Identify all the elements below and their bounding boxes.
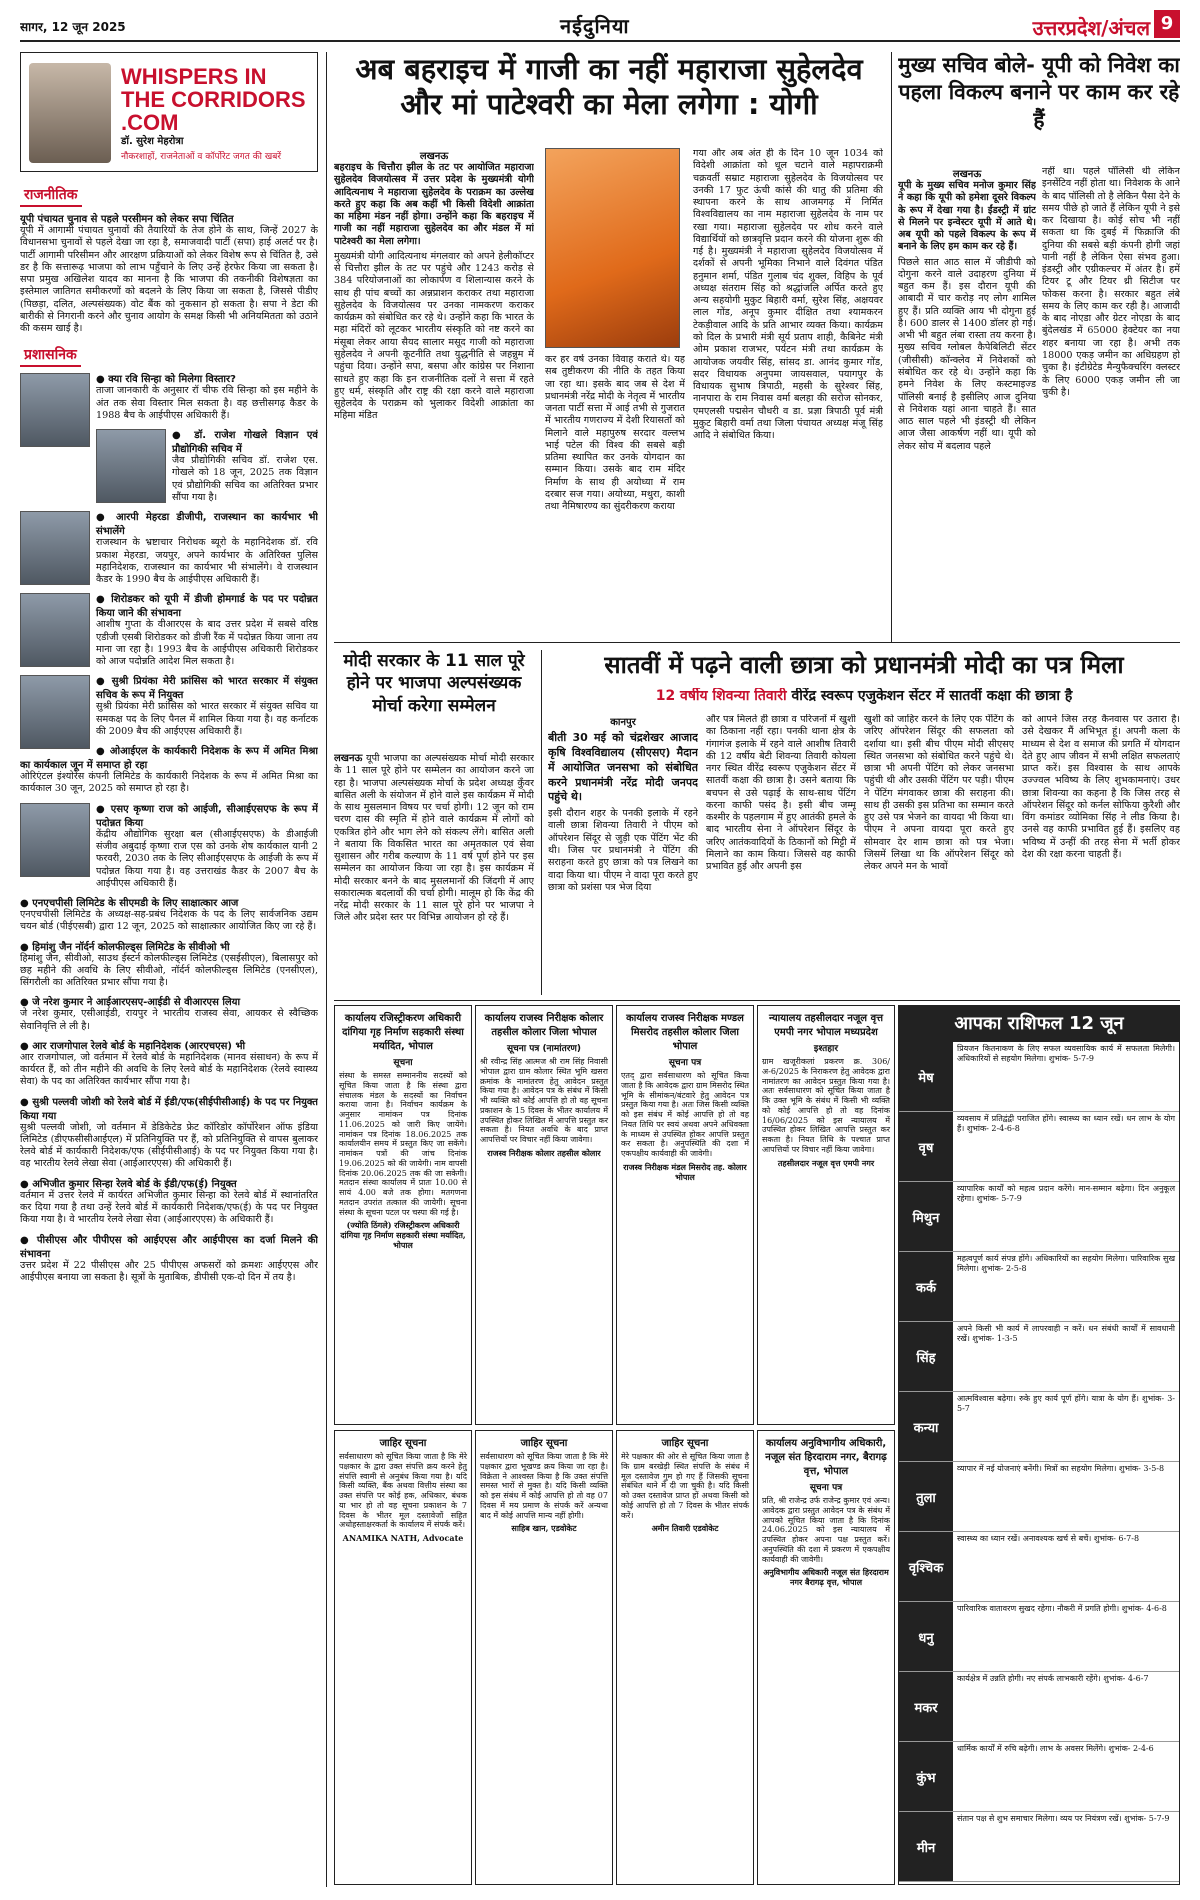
modi-dateline: लखनऊ	[334, 753, 363, 764]
notice-signature: राजस्व निरीक्षक कोलार तहसील कोलार	[487, 1147, 601, 1158]
yogi-dateline: लखनऊ	[419, 151, 449, 162]
letter-subhead	[548, 688, 1180, 710]
admin-item	[20, 509, 318, 586]
official-photo	[20, 511, 90, 585]
rashi-sign-icon: मकर	[899, 1672, 953, 1741]
public-notice	[334, 1005, 472, 1425]
yogi-story	[334, 148, 534, 633]
letter-subhead-rest: वीरेंद्र स्वरूप एजुकेशन सेंटर में सातवीं कक्षा की छात्रा है	[791, 688, 1073, 704]
official-photo	[20, 373, 90, 447]
admin-item-body: आर राजगोपाल, जो वर्तमान में रेलवे बोर्ड के महानिदेशक (मानव संसाधन) के रूप में कार्यरत हैं, को तीन महीने की अवधि के लिए रेलवे बोर्ड के महानिदेशक (रेलवे स्वास्थ्य सेवा) के पद का अतिरिक्त कार्यभार सौंपा गया है।	[20, 1051, 318, 1088]
admin-item-body: एनएचपीसी लिमिटेड के अध्यक्ष-सह-प्रबंध निदेशक के पद के लिए सार्वजनिक उद्यम चयन बोर्ड (पीईएसबी) द्वारा 12 जून, 2025 को साक्षात्कार आयोजित किए जा रहे हैं।	[20, 909, 318, 933]
notice-body: सर्वसाधारण को सूचित किया जाता है कि मेरे पक्षकार के द्वारा उक्त संपत्ति क्रय करने हेतु संपत्ति स्वामी से अनुबंध किया गया है। यदि किसी व्यक्ति, बैंक अथवा वित्तीय संस्था का उक्त संपत्ति पर कोई हक, अधिकार, बंधक या भार हो तो वह सूचना प्रकाशन के 7 दिवस के भीतर मूल दस्तावेजों सहित अधोहस्ताक्षरकर्ता के कार्यालय में संपर्क करें।	[339, 1452, 467, 1530]
admin-item	[20, 1094, 318, 1171]
author-photo	[29, 63, 111, 163]
yogi-headline: अब बहराइच में गाजी का नहीं महाराजा सुहेलदेव और मां पाटेश्वरी का मेला लगेगा : योगी	[355, 52, 863, 122]
yogi-lead: बहराइच के चित्तौरा झील के तट पर आयोजित महाराजा सुहेलदेव विजयोत्सव में उत्तर प्रदेश के मुख्यमंत्री योगी आदित्यनाथ ने महाराजा सुहेलदेव के पराक्रम का उल्लेख करते हुए कहा कि अब कहीं भी किसी विदेशी आक्रांता का महिमा मंडन नहीं होगा। उन्होंने कहा कि बहराइच में गाजी का नहीं महाराजा सुहेलदेव का और मंडल में मां पाटेश्वरी का मेला लगेगा।	[334, 162, 534, 247]
rashifal-list	[899, 1042, 1179, 1882]
modi-story	[334, 750, 534, 995]
rashi-row	[899, 1462, 1179, 1532]
newspaper-logo: नईदुनिया	[560, 14, 630, 38]
page-number: 9	[1154, 10, 1180, 38]
rashi-sign-icon: वृश्चिक	[899, 1532, 953, 1601]
rashi-text: पारिवारिक वातावरण सुखद रहेगा। नौकरी में प्रगति होगी। शुभांक- 4-6-8	[957, 1604, 1167, 1613]
rashi-sign-icon: मीन	[899, 1812, 953, 1881]
rashi-row	[899, 1322, 1179, 1392]
admin-item-headline: ● एनएचपीसी लिमिटेड के सीएमडी के लिए साक्षात्कार आज	[20, 898, 239, 910]
letter-box: बीती 30 मई को चंद्रशेखर आजाद कृषि विश्वविद्यालय (सीएसए) मैदान में आयोजित जनसभा को संबोधित करने प्रधानमंत्री नरेंद्र मोदी जनपद पहुंचे थे।	[548, 731, 698, 804]
notice-subtitle: सूचना पत्र	[809, 1483, 843, 1493]
letter-subhead-name: 12 वर्षीय शिवन्या तिवारी	[655, 688, 787, 704]
whispers-title: WHISPERS IN THE CORRIDORS .COM	[121, 64, 306, 136]
rashi-row	[899, 1112, 1179, 1182]
admin-item	[20, 1176, 318, 1227]
modi-headline: मोदी सरकार के 11 साल पूरे होने पर भाजपा अल्पसंख्यक मोर्चा करेगा सम्मेलन	[343, 651, 525, 716]
public-notice	[757, 1430, 895, 1885]
admin-item-body: केंद्रीय औद्योगिक सुरक्षा बल (सीआईएसएफ) के डीआईजी संजीव अबुदाई कृष्णा राज एस को उनके शेष कार्यकाल यानी 2 फरवरी, 2030 तक के लिए सीआईएसएफ के आईजी के रूप में पदोन्नत किया गया है। वह उत्तराखंड कैडर के 2007 बैच के आईपीएस अधिकारी हैं।	[96, 828, 318, 889]
admin-item	[20, 1232, 318, 1285]
admin-item-headline: ● हिमांशु जैन नॉर्दर्न कोलफील्ड्स लिमिटेड के सीवीओ भी	[20, 941, 230, 953]
admin-item-body: हिमांशु जैन, सीवीओ, साउथ ईस्टर्न कोलफील्ड्स लिमिटेड (एसईसीएल), बिलासपुर को छह महीने की अवधि के लिए सीवीओ, नॉर्दर्न कोलफील्ड्स लिमिटेड (एनसीएल), सिंगरौली का अतिरिक्त प्रभार सौंपा गया है।	[20, 952, 318, 989]
rashi-text: स्वास्थ्य का ध्यान रखें। अनावश्यक खर्च से बचें। शुभांक- 6-7-8	[957, 1534, 1140, 1543]
letter-body-4: को आपने जिस तरह कैनवास पर उतारा है। उसे देखकर मैं अभिभूत हूं। अपनी कला के माध्यम से देश व समाज की प्रगति में योगदान देते हुए आप जीवन में सभी लक्षित सफलताएं प्राप्त करें। इस विश्वास के साथ आपके उज्ज्वल भविष्य के लिए शुभकामनाएं। उधर छात्रा शिवन्या का कहना है कि जिस तरह से ऑपरेशन सिंदूर को कर्नल सोफिया कुरैशी और विंग कमांडर व्योमिका सिंह ने लीड किया है। उनसे वह काफी प्रभावित हुई हैं। इसलिए वह भविष्य में उन्हीं की तरह सेना में भर्ती होकर देश की रक्षा करना चाहती हैं।	[1022, 714, 1180, 860]
whispers-tagline: नौकरशाहों, राजनेताओं व कॉर्पोरेट जगत की खबरें	[121, 152, 282, 162]
column-divider	[541, 650, 542, 995]
modi-body: यूपी भाजपा का अल्पसंख्यक मोर्चा मोदी सरकार के 11 साल पूरे होने पर सम्मेलन का आयोजन करने जा रहा है। भाजपा अल्पसंख्यक मोर्चा के प्रदेश अध्यक्ष कुँवर बासित अली के संयोजन में होने वाले इस कार्यक्रम में मोदी के साथ मुसलमान विषय पर चर्चा होगी। 12 जून को राम चरण दास की स्मृति में होने वाले कार्यक्रम में लोगों को एकत्रित होने और भाग लेने को संकल्प लेंगे। बासित अली ने बताया कि विकसित भारत का अमृतकाल एवं सेवा सुशासन और गरीब कल्याण के 11 वर्ष पूर्ण होने पर इस सम्मेलन का आयोजन किया जा रहा है। इस कार्यक्रम में मोदी सरकार बनने के बाद मुसलमानों की जिंदगी में आए सकारात्मक बदलावों की चर्चा होगी। मालूम हो कि केंद्र की नरेंद्र मोदी सरकार के 11 साल पूरे होने पर भाजपा ने जिले और प्रदेश स्तर पर विभिन्न आयोजन हो रहे हैं।	[334, 753, 534, 924]
admin-item	[20, 801, 318, 890]
admin-item-headline: ● आर राजगोपाल रेलवे बोर्ड के महानिदेशक (आरएचएस) भी	[20, 1040, 246, 1052]
notice-signature: साहिब खान, एडवोकेट	[511, 1523, 577, 1534]
political-tag: राजनीतिक	[20, 184, 82, 207]
rashi-text: आत्मविश्वास बढ़ेगा। रुके हुए कार्य पूर्ण होंगे। यात्रा के योग हैं। शुभांक- 3-5-7	[957, 1394, 1175, 1413]
rashi-text: अपने किसी भी कार्य में लापरवाही न करें। धन संबंधी कार्यों में सावधानी रखें। शुभांक- 1-3-5	[957, 1324, 1175, 1343]
letter-body-2: और पत्र मिलते ही छात्रा व परिजनों में खुशी का ठिकाना नहीं रहा। पनकी थाना क्षेत्र के गंगागंज इलाके में रहने वाले आशीष तिवारी की 12 वर्षीय बेटी शिवन्या तिवारी कोयला नगर स्थित वीरेंद्र स्वरूप एजुकेशन सेंटर में सातवीं कक्षा की छात्रा है। उसने बताया कि बचपन से उसे पढ़ाई के साथ-साथ पेंटिंग करना काफी पसंद है। इसी बीच जम्मू कश्मीर के पहलगाम में हुए आतंकी हमले के बाद भारतीय सेना ने ऑपरेशन सिंदूर के जरिए आतंकवादियों के ठिकानों को मिट्टी में मिलाने का काम किया। जिससे वह काफी प्रभावित हुई और अपनी इस	[706, 714, 856, 873]
admin-item-headline: ● सुश्री पल्लवी जोशी को रेलवे बोर्ड में ईडी/एफ(सीईपीसीआई) के पद पर नियुक्त किया गया	[20, 1096, 318, 1122]
notice-body: ग्राम खजूरीकलां प्रकरण क्र. 306/अ-6/2025 के निराकरण हेतु आवेदक द्वारा नामांतरण का आवेदन प्रस्तुत किया गया है। अतः सर्वसाधारण को सूचित किया जाता है कि उक्त भूमि के संबंध में किसी भी व्यक्ति को कोई आपत्ति हो तो वह दिनांक 16/06/2025 को इस न्यायालय में उपस्थित होकर लिखित आपत्ति प्रस्तुत कर सकता है। नियत तिथि के पश्चात प्राप्त आपत्तियों पर विचार नहीं किया जावेगा।	[762, 1057, 890, 1154]
notice-body: एतद् द्वारा सर्वसाधारण को सूचित किया जाता है कि आवेदक द्वारा ग्राम मिसरोद स्थित भूमि के सीमांकन/बंटवारे हेतु आवेदन पत्र प्रस्तुत किया गया है। अतः जिस किसी व्यक्ति को इस संबंध में कोई आपत्ति हो तो वह नियत तिथि पर स्वयं अथवा अपने अधिवक्ता के माध्यम से उपस्थित होकर आपत्ति प्रस्तुत कर सकता है। अनुपस्थिति की दशा में एकपक्षीय कार्यवाही की जावेगी।	[621, 1071, 749, 1158]
notice-title: जाहिर सूचना	[379, 1438, 427, 1449]
notice-signature: अनुविभागीय अधिकारी नजूल संत हिरदाराम नगर बैरागढ़ वृत्त, भोपाल	[763, 1567, 889, 1587]
rashi-text: धार्मिक कार्यों में रुचि बढ़ेगी। लाभ के अवसर मिलेंगे। शुभांक- 2-4-6	[957, 1744, 1154, 1753]
chiefsec-body-2: नहीं था। पहले पॉलिसी थी लेकिन इनसेंटिव नहीं होता था। निवेशक के आने के बाद पॉलिसी तो है लेकिन पैसा देने के समय पीछे हो जाते हैं लेकिन यूपी ने इसे कर दिखाया है। कोई सोच भी नहीं सकता था कि दुबई में फिक्राजि की दुनिया की सबसे बड़ी कंपनी होगी जहां पानी नहीं है लेकिन ऐसा संभव हुआ। इंडस्ट्री और एग्रीकल्चर में अंतर है। हमें टियर टू और टियर थ्री सिटीज पर फोकस करना है। सरकार बहुत लंबे समय के लिए काम कर रही है। आजादी के बाद नोएडा और ग्रेटर नोएडा के बाद बुंदेलखंड में 65000 हेक्टेयर का नया शहर बनाया जा रहा है। अभी तक 18000 एकड़ जमीन का अधिग्रहण हो चुका है। इंटीग्रेटेड मैन्युफैक्चरिंग क्लस्टर के लिए 6000 एकड़ जमीन ली जा चुकी है।	[1042, 166, 1180, 398]
political-body: यूपी में आगामी पंचायत चुनावों की तैयारियों के तेज होने के साथ, जिन्हें 2027 के विधानसभा चुनावों से पहले देखा जा रहा है, समाजवादी पार्टी (सपा) हाई अलर्ट पर है। पार्टी आगामी परिसीमन और आरक्षण प्रक्रियाओं को लेकर विशेष रूप से चिंतित है, उसे डर है कि सत्तारूढ़ भाजपा को लाभ पहुँचाने के लिए उन्हें हेरफेर किया जा सकता है। सपा प्रमुख अखिलेश यादव का मानना है कि भाजपा की तकनीकी विशेषज्ञता का इस्तेमाल जातिगत समीकरणों को बदलने के लिए किया जा सकता है, जिससे पीडीए (पिछड़ा, दलित, अल्पसंख्यक) वोट बैंक को नुकसान हो सकता है। सपा ने डेटा की बारीकी से निगरानी करने और चुनाव आयोग के समक्ष किसी भी अनियमितता को उठाने की कसम खाई है।	[20, 225, 318, 335]
admin-item-headline: ● एसए कृष्णा राज को आईजी, सीआईएसएफ के रूप में पदोन्नत किया	[96, 803, 318, 829]
admin-item-body: जैव प्रौद्योगिकी सचिव डॉ. राजेश एस. गोखले को 18 जून, 2025 तक विज्ञान एवं प्रौद्योगिकी सचिव का अतिरिक्त प्रभार सौंपा गया है।	[172, 455, 318, 503]
admin-item	[20, 994, 318, 1033]
notice-title: कार्यालय राजस्व निरीक्षक मण्डल मिसरोद तहसील कोलार जिला भोपाल	[626, 1013, 744, 1052]
rashi-sign-icon: मिथुन	[899, 1182, 953, 1251]
yogi-photo	[545, 148, 680, 348]
notice-body: संस्था के समस्त सम्माननीय सदस्यों को सूचित किया जाता है कि संस्था द्वारा संचालक मंडल के सदस्यों का निर्वाचन कराया जाना है। निर्वाचन कार्यक्रम के अनुसार नामांकन पत्र दिनांक 11.06.2025 को जारी किए जायेंगे। नामांकन पत्र दिनांक 18.06.2025 तक कार्यालयीन समय में प्रस्तुत किए जा सकेंगे। नामांकन पत्रों की जांच दिनांक 19.06.2025 को की जायेगी। नाम वापसी दिनांक 20.06.2025 तक की जा सकेगी। मतदान संस्था कार्यालय में प्रातः 10.00 से सायं 4.00 बजे तक होगा। मतगणना मतदान उपरांत तत्काल की जायेगी। सूचना संस्था के सूचना पटल पर चस्पा की गई है।	[339, 1071, 467, 1217]
issue-date: सागर, 12 जून 2025	[20, 20, 126, 34]
notice-signature: ANAMIKA NATH, Advocate	[342, 1533, 464, 1543]
admin-item-headline: ● पीसीएस और पीपीएस को आईएएस और आईपीएस का दर्जा मिलने की संभावना	[20, 1234, 318, 1260]
admin-item-headline: ● क्या रवि सिन्हा को मिलेगा विस्तार?	[96, 374, 236, 386]
section-divider	[334, 642, 1180, 643]
admin-item-headline: ● शिरोडकर को यूपी में डीजी होमगार्ड के पद पर पदोन्नत किया जाने की संभावना	[96, 594, 318, 620]
rashi-row	[899, 1532, 1179, 1602]
rashi-row	[899, 1042, 1179, 1112]
admin-item	[20, 371, 318, 422]
notice-signature: अमीन तिवारी एडवोकेट	[651, 1523, 719, 1534]
section-divider	[334, 1000, 1180, 1001]
notice-body: श्री रवीन्द्र सिंह आत्मज श्री राम सिंह निवासी भोपाल द्वारा ग्राम कोलार स्थित भूमि खसरा क्रमांक के नामांतरण हेतु आवेदन प्रस्तुत किया गया है। आवेदन पत्र के संबंध में किसी भी व्यक्ति को कोई आपत्ति हो तो वह सूचना प्रकाशन के 15 दिवस के भीतर कार्यालय में उपस्थित होकर लिखित में आपत्ति प्रस्तुत कर सकता है। नियत अवधि के बाद प्राप्त आपत्तियों पर विचार नहीं किया जावेगा।	[480, 1057, 608, 1144]
public-notice	[616, 1005, 754, 1425]
whispers-author: डॉ. सुरेश मेहरोत्रा	[121, 136, 184, 147]
notice-title: कार्यालय राजस्व निरीक्षक कोलार तहसील कोलार जिला भोपाल	[484, 1013, 604, 1038]
rashifal-title: आपका राशिफल 12 जून	[899, 1006, 1179, 1042]
letter-body-3: खुशी को जाहिर करने के लिए एक पेंटिंग के जरिए ऑपरेशन सिंदूर की सफलता को दर्शाया था। इसी बीच पीएम मोदी सीएसए स्थित जनसभा को संबोधित करने पहुंचे थे। छात्रा भी अपनी पेंटिंग को लेकर जनसभा पहुंची थी और उसकी पेंटिंग पर पड़ी। पीएम ने पेंटिंग मंगवाकर छात्रा की सराहना की। साथ ही उसकी इस प्रतिभा का सम्मान करते हुए उसे पत्र भेजने का वायदा भी किया था। पीएम ने अपना वायदा पूरा करते हुए सोमवार देर शाम छात्रा को पत्र भेजा। जिसमें लिखा था कि ऑपरेशन सिंदूर को लेकर अपने मन के भावों	[864, 714, 1014, 873]
public-notice	[334, 1430, 472, 1885]
admin-item-headline: ● ओआईएल के कार्यकारी निदेशक के रूप में अमित मिश्रा का कार्यकाल जून में समाप्त हो रहा	[20, 746, 318, 772]
public-notice	[616, 1430, 754, 1885]
rashi-sign-icon: कन्या	[899, 1392, 953, 1461]
letter-story-cont	[706, 714, 856, 994]
notice-subtitle: सूचना	[393, 1058, 413, 1068]
rashi-text: व्यापारिक कार्यों को महत्व प्रदान करेंगे। मान-सम्मान बढ़ेगा। दिन अनुकूल रहेगा। शुभांक- 5-7-9	[957, 1184, 1175, 1203]
rashi-sign-icon: कर्क	[899, 1252, 953, 1321]
admin-item	[20, 743, 318, 796]
letter-body: इसी दौरान शहर के पनकी इलाके में रहने वाली छात्रा शिवन्या तिवारी ने पीएम को ऑपरेशन सिंदूर से जुड़ी एक पेंटिंग भेंट की थी। जिस पर प्रधानमंत्री ने पेंटिंग की सराहना करते हुए छात्रा को पत्र लिखने का वादा किया था। पीएम ने वादा पूरा करते हुए छात्रा को प्रशंसा पत्र भेज दिया	[548, 808, 698, 893]
admin-item-headline: ● सुश्री प्रियंका मेरी फ्रांसिस को भारत सरकार में संयुक्त सचिव के रूप में नियुक्त	[96, 676, 318, 702]
rashi-row	[899, 1602, 1179, 1672]
admin-item	[20, 939, 318, 990]
public-notice	[475, 1430, 613, 1885]
chiefsec-story-cont	[1042, 166, 1180, 636]
admin-tag: प्रशासनिक	[20, 344, 81, 367]
yogi-body-2: कर हर वर्ष उनका विवाह कराते थे। यह सब तुष्टीकरण की नीति के तहत किया जा रहा था। इसके बाद जब से देश में प्रधानमंत्री नरेंद्र मोदी के नेतृत्व में भारतीय जनता पार्टी सत्ता में आई तभी से गुजरात में भारतीय गणराज्य में देशी रियासतों को मिलाने वाले महापुरुष सरदार वल्लभ भाई पटेल की विश्व की सबसे बड़ी प्रतिमा स्थापित कर उनके योगदान का सम्मान किया। उसके बाद राम मंदिर निर्माण के साथ ही अयोध्या में राम दरबार सज गया। अयोध्या, मथुरा, काशी तथा नैमिषारण्य का सुंदरीकरण कराया	[545, 354, 685, 513]
whispers-banner	[20, 52, 318, 172]
chiefsec-story	[898, 166, 1036, 636]
rashi-text: संतान पक्ष से शुभ समाचार मिलेगा। व्यय पर नियंत्रण रखें। शुभांक- 5-7-9	[957, 1814, 1170, 1823]
letter-dateline: कानपुर	[610, 717, 636, 728]
rashi-text: व्यापार में नई योजनाएं बनेंगी। मित्रों का सहयोग मिलेगा। शुभांक- 3-5-8	[957, 1464, 1165, 1473]
notice-subtitle: सूचना पत्र	[668, 1058, 702, 1068]
admin-item-headline: ● अभिजीत कुमार सिन्हा रेलवे बोर्ड के ईडी/एफ(ई) नियुक्त	[20, 1178, 237, 1190]
admin-item-body: सुश्री पल्लवी जोशी, जो वर्तमान में डेडिकेटेड फ्रेट कॉरिडोर कॉर्पोरेशन ऑफ इंडिया लिमिटेड (डीएफसीसीआईएल) में प्रतिनियुक्ति पर हैं, को प्रतिनियुक्ति से वापस बुलाकर रेलवे बोर्ड में कार्यकारी निदेशक/एफ (सीईपीसीआई) के पद पर नियुक्त किया गया है। वह भारतीय रेलवे लेखा सेवा (आईआरएएस) की अधिकारी हैं।	[20, 1121, 318, 1170]
yogi-story-cont	[545, 354, 685, 634]
admin-item-body: ताजा जानकारी के अनुसार रॉ चीफ रवि सिन्हा को इस महीने के अंत तक सेवा विस्तार मिल सकता है। वह छत्तीसगढ़ कैडर के 1988 बैच के आईपीएस अधिकारी हैं।	[96, 385, 318, 421]
chiefsec-lead: यूपी के मुख्य सचिव मनोज कुमार सिंह ने कहा कि यूपी को हमेशा दूसरे विकल्प के रूप में देखा गया है। ईंडस्ट्री में ग्रांट से मिलने पर इन्वेस्टर यूपी में आते थे। अब यूपी को पहले विकल्प के रूप में बनाने के लिए हम काम कर रहे हैं।	[898, 180, 1036, 253]
rashi-row	[899, 1252, 1179, 1322]
notice-body: सर्वसाधारण को सूचित किया जाता है कि मेरे पक्षकार द्वारा भूखण्ड क्रय किया जा रहा है। विक्रेता ने आश्वस्त किया है कि उक्त संपत्ति समस्त भारों से मुक्त है। यदि किसी व्यक्ति को इस संबंध में कोई आपत्ति हो तो वह 07 दिवस में मय प्रमाण के संपर्क करें अन्यथा बाद में कोई आपत्ति मान्य नहीं होगी।	[480, 1452, 608, 1520]
admin-item-body: आशीष गुप्ता के वीआरएस के बाद उत्तर प्रदेश में सबसे वरिष्ठ एडीजी एसबी शिरोडकर को डीजी रैंक में पदोन्नत किया जाना तय माना जा रहा है। 1993 बैच के आईपीएस अधिकारी शिरोडकर को आज पदोन्नति आदेश मिल सकता है।	[96, 619, 318, 668]
left-column	[20, 180, 318, 1885]
admin-item	[20, 591, 318, 668]
rashi-sign-icon: वृष	[899, 1112, 953, 1181]
rashi-text: कार्यक्षेत्र में उन्नति होगी। नए संपर्क लाभकारी रहेंगे। शुभांक- 4-6-7	[957, 1674, 1149, 1683]
public-notice	[475, 1005, 613, 1425]
yogi-body: मुख्यमंत्री योगी आदित्यनाथ मंगलवार को अपने हेलीकॉप्टर से चित्तौरा झील के तट पर पहुंचे और 1243 करोड़ से 384 परियोजनाओं का लोकार्पण व शिलान्यास करने के साथ ही पांच बच्चों का अन्नप्राशन कराकर तथा महाराजा सुहेलदेव के विजयोत्सव पर उनका नामकरण कराकर कार्यक्रम को संबोधित कर रहे थे। उन्होंने कहा कि भारत के महा मंदिरों को लूटकर भारतीय संस्कृति को नष्ट करने का मंसूबा लेकर आया सैयद सालार मसूद गाजी को महाराजा सुहेलदेव ने अपनी कूटनीति तथा युद्धनीति से जहन्नुम में पहुंचा दिया। उन्होंने सपा, बसपा और कांग्रेस पर निशाना साधते हुए कहा कि इन राजनीतिक दलों ने सत्ता में रहते हुए धर्म, संस्कृति और राष्ट्र की रक्षा करने वाले महाराजा सुहेलदेव के पराक्रम को भुलाकर विदेशी आक्रांता का महिमा मंडित	[334, 250, 534, 422]
notice-subtitle: सूचना पत्र (नामांतरण)	[506, 1044, 582, 1054]
rashi-row	[899, 1392, 1179, 1462]
official-photo	[20, 593, 90, 667]
letter-story-cont-2	[864, 714, 1014, 994]
notice-signature: (ज्योति ठिंगले) रजिस्ट्रीकरण अधिकारी दांगिया गृह निर्माण सहकारी संस्था मर्यादित, भोपाल	[340, 1220, 466, 1250]
yogi-story-cont-2	[693, 148, 883, 633]
section-title: उत्तरप्रदेश/अंचल	[1032, 16, 1150, 40]
rashi-sign-icon: तुला	[899, 1462, 953, 1531]
admin-item-headline: ● जे नरेश कुमार ने आईआरएसए-आईडी से वीआरएस लिया	[20, 997, 241, 1009]
notice-title: न्यायालय तहसीलदार नजूल वृत्त एमपी नगर भोपाल मध्यप्रदेश	[768, 1013, 884, 1038]
rashi-row	[899, 1812, 1179, 1882]
rashifal-box	[898, 1005, 1180, 1885]
letter-headline: सातवीं में पढ़ने वाली छात्रा को प्रधानमंत्री मोदी का पत्र मिला	[604, 651, 1124, 679]
yogi-body-3: गया और अब अंत ही के दिन 10 जून 1034 को विदेशी आक्रांता को धूल चटाने वाले महापराक्रमी चक्रवर्ती सम्राट महाराजा सुहेलदेव के विजयोत्सव पर उनकी 17 फुट ऊंची कांसे की धातु की प्रतिमा की स्थापना करने के साथ आजमगढ़ में निर्मित विश्वविद्यालय का नाम महाराजा सुहेलदेव के नाम पर रखा गया। महाराजा सुहेलदेव पर शोध करने वाले विद्यार्थियों को छात्रवृत्ति प्रदान करने की योजना शुरू की गई है। मुख्यमंत्री ने महाराजा सुहेलदेव विजयोत्सव में दर्शकों से अपनी भूमिका निभाने वाले दिवंगत पंडित हनुमान शर्मा, पंडित गुलाब चंद शुक्ल, विहिप के पूर्व अध्यक्ष संतराम सिंह को श्रद्धांजलि अर्पित करते हुए अन्य सहयोगी मुकुट बिहारी वर्मा, सुरेश सिंह, अक्षयवर लाल गोंड, अनूप कुमार दीक्षित तथा श्यामकरन टेकड़ीवाल आदि के प्रति आभार व्यक्त किया। कार्यक्रम को दिल के प्रभारी मंत्री सूर्य प्रताप शाही, कैबिनेट मंत्री ओम प्रकाश राजभर, पर्यटन मंत्री तथा कार्यक्रम के आयोजक जयवीर सिंह, सांसद डा. आनंद कुमार गोंड, सदर विधायक अनुपमा जायसवाल, पयागपुर के विधायक सुभाष त्रिपाठी, महसी के सुरेश्वर सिंह, नानपारा के राम निवास वर्मा बलहा की सरोज सोनकर, एमएलसी पद्मसेन चौधरी व डा. प्रज्ञा त्रिपाठी पूर्व मंत्री मुकुट बिहारी वर्मा तथा जिला पंचायत अध्यक्ष मंजू सिंह आदि ने संबोधित किया।	[693, 148, 883, 442]
notice-signature: राजस्व निरीक्षक मंडल मिसरोद तह. कोलार भोपाल	[623, 1161, 747, 1182]
column-divider	[326, 52, 327, 1887]
rashi-sign-icon: मेष	[899, 1042, 953, 1111]
notice-body: मेरे पक्षकार की ओर से सूचित किया जाता है कि ग्राम बरखेड़ी स्थित संपत्ति के संबंध में मूल दस्तावेज गुम हो गए हैं जिसकी सूचना संबंधित थाने में दी जा चुकी है। यदि किसी को उक्त दस्तावेज प्राप्त हों अथवा किसी को कोई आपत्ति हो तो 7 दिवस के भीतर संपर्क करें।	[621, 1452, 749, 1520]
political-headline: यूपी पंचायत चुनाव से पहले परसीमन को लेकर सपा चिंतित	[20, 214, 234, 225]
admin-item-body: सुश्री प्रियंका मेरी फ्रांसिस को भारत सरकार में संयुक्त सचिव या समकक्ष पद के लिए पैनल में शामिल किया गया है। वह कर्नाटक की 2009 बैच की आईएएस अधिकारी हैं।	[96, 701, 318, 737]
official-photo	[96, 429, 166, 503]
rashi-text: महत्वपूर्ण कार्य संपन्न होंगे। अधिकारियों का सहयोग मिलेगा। पारिवारिक सुख मिलेगा। शुभांक- 2-5-8	[957, 1254, 1175, 1273]
notice-title: जाहिर सूचना	[520, 1438, 568, 1449]
masthead	[20, 8, 1180, 42]
admin-item	[20, 673, 318, 738]
rashi-sign-icon: सिंह	[899, 1322, 953, 1391]
chiefsec-dateline: लखनऊ	[952, 169, 982, 180]
letter-story	[548, 714, 698, 994]
chiefsec-headline: मुख्य सचिव बोले- यूपी को निवेश का पहला विकल्प बनाने पर काम कर रहे हैं	[898, 53, 1180, 132]
rashi-sign-icon: धनु	[899, 1602, 953, 1671]
chiefsec-body: पिछले सात आठ साल में जीडीपी को दोगुना करने वाले उदाहरण दुनिया में बहुत कम हैं। इस दौरान यूपी की आबादी में चार करोड़ नए लोग शामिल हुए हैं। प्रति व्यक्ति आय भी दोगुना हुई है। 600 डालर से 1400 डॉलर हो गई। अभी भी बहुत लंबा रास्ता तय करना है। मुख्य सचिव ग्लोबल कैपेबिलिटी सेंटर (जीसीसी) कॉन्क्लेव में निवेशकों को संबोधित कर रहे थे। उन्होंने कहा कि हमने निवेश के लिए कस्टमाइज्ड पॉलिसी बनाई है इसीलिए आज दुनिया से निवेशक यहां आना चाहते हैं। सात आठ साल पहले भी इंडस्ट्री थी लेकिन आज जैसा आकर्षण नहीं था। यूपी को लेकर सोच में बदलाव पहले	[898, 256, 1036, 452]
rashi-text: प्रियजन कितनाकण के लिए सफल व्यवसायिक कार्य में सफलता मिलेगी। अधिकारियों से सहयोग मिलेगा। शुभांक- 5-7-9	[957, 1044, 1175, 1063]
rashi-row	[899, 1742, 1179, 1812]
official-photo	[20, 675, 90, 749]
notice-title: जाहिर सूचना	[661, 1438, 709, 1449]
column-divider	[891, 52, 892, 642]
rashi-text: व्यवसाय में प्रतिद्वंद्वी पराजित होंगे। स्वास्थ्य का ध्यान रखें। धन लाभ के योग हैं। शुभांक- 2-4-6-8	[957, 1114, 1175, 1133]
rashi-sign-icon: कुंभ	[899, 1742, 953, 1811]
rashi-row	[899, 1672, 1179, 1742]
admin-item	[20, 1038, 318, 1089]
admin-item-body: वर्तमान में उत्तर रेलवे में कार्यरत अभिजीत कुमार सिन्हा को रेलवे बोर्ड में स्थानांतरित कर दिया गया है तथा उन्हें रेलवे बोर्ड में कार्यकारी निदेशक/एफ(ई) के पद पर नियुक्त किया गया है। वे भारतीय रेलवे लेखा सेवा (आईआरएएस) के अधिकारी हैं।	[20, 1189, 318, 1226]
official-photo	[20, 803, 90, 877]
admin-item-body: राजस्थान के भ्रष्टाचार निरोधक ब्यूरो के महानिदेशक डॉ. रवि प्रकाश मेहरडा, जयपुर, अपने कार्यभार के अतिरिक्त पुलिस महानिदेशक, राजस्थान का कार्यभार भी संभालेंगे। वे राजस्थान कैडर के 1990 बैच के आईपीएस अधिकारी हैं।	[96, 537, 318, 586]
admin-item	[20, 895, 318, 934]
notice-title: कार्यालय रजिस्ट्रीकरण अधिकारी दांगिया गृह निर्माण सहकारी संस्था मर्यादित, भोपाल	[342, 1013, 464, 1052]
admin-item-headline: ● डॉ. राजेश गोखले विज्ञान एवं प्रौद्योगिकी सचिव में	[172, 430, 318, 456]
admin-item-body: उत्तर प्रदेश में 22 पीसीएस और 25 पीपीएस अफसरों को क्रमशः आईएएस और आईपीएस बनाया जा सकता है। सूत्रों के मुताबिक, डीपीसी एक-दो दिन में तय है।	[20, 1259, 318, 1283]
public-notice	[757, 1005, 895, 1425]
letter-story-cont-3	[1022, 714, 1180, 994]
admin-item-body: ओरिएंटल इंश्योरेंस कंपनी लिमिटेड के कार्यकारी निदेशक के रूप में अमित मिश्रा का कार्यकाल 30 जून, 2025 को समाप्त हो रहा है।	[20, 771, 318, 795]
rashi-row	[899, 1182, 1179, 1252]
notice-subtitle: इश्तहार	[813, 1044, 839, 1054]
admin-list	[20, 371, 318, 1284]
notice-body: प्रति, श्री राजेन्द्र उर्फ राजेन्द्र कुमार एवं अन्य। आवेदक द्वारा प्रस्तुत आवेदन पत्र के संबंध में आपको सूचित किया जाता है कि दिनांक 24.06.2025 को इस न्यायालय में उपस्थित होकर अपना पक्ष प्रस्तुत करें। अनुपस्थिति की दशा में प्रकरण में एकपक्षीय कार्यवाही की जावेगी।	[762, 1496, 890, 1564]
political-item	[20, 211, 318, 335]
admin-item-headline: ● आरपी मेहरडा डीजीपी, राजस्थान का कार्यभार भी संभालेंगे	[96, 512, 318, 538]
notice-title: कार्यालय अनुविभागीय अधिकारी, नजूल संत हिरदाराम नगर, बैरागढ़ वृत्त, भोपाल	[765, 1438, 887, 1477]
admin-item-body: जे नरेश कुमार, एसीआईडी, रायपुर ने भारतीय राजस्व सेवा, आयकर से स्वैच्छिक सेवानिवृत्ति ले ली है।	[20, 1008, 318, 1032]
notice-signature: तहसीलदार नजूल वृत्त एमपी नगर	[777, 1157, 875, 1168]
